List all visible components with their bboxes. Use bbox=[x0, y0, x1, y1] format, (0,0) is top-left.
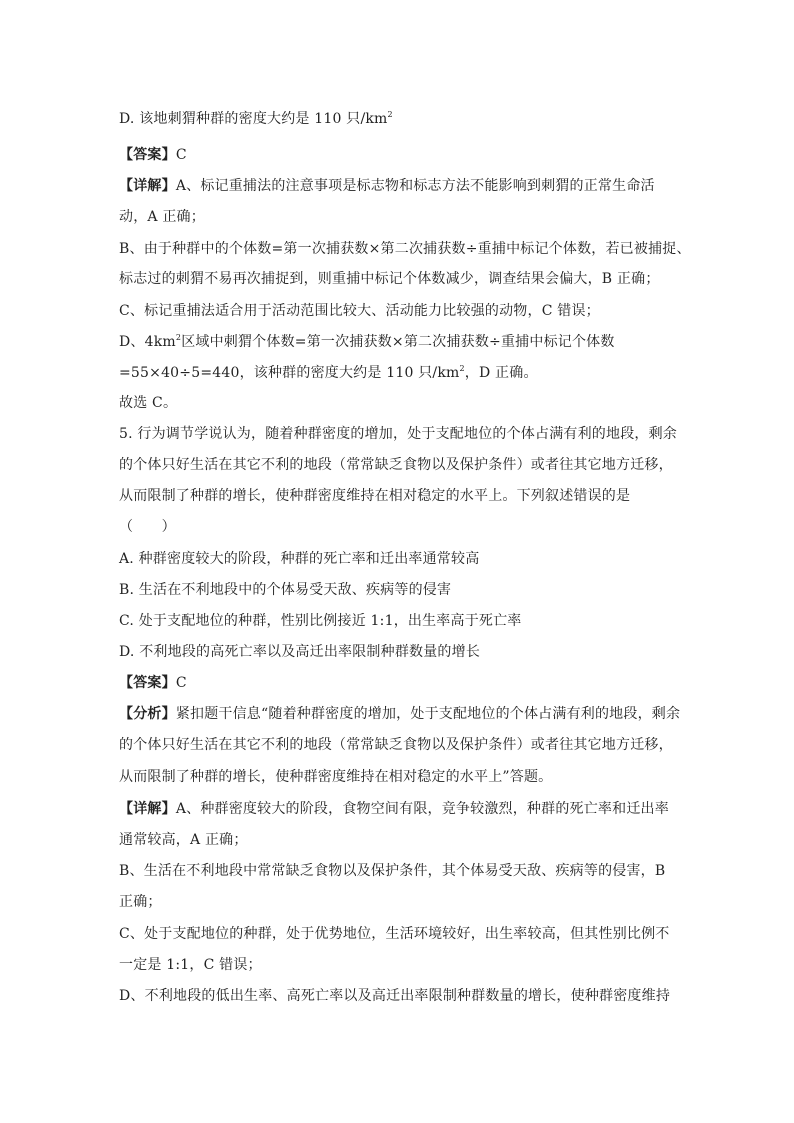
q5-analysis-line2: 的个体只好生活在其它不利的地段（常常缺乏食物以及保护条件）或者往其它地方迁移， bbox=[119, 737, 673, 753]
q5-answer-value: C bbox=[175, 675, 187, 691]
q4-detail-d-text: 区域中刺猬个体数=第一次捕获数×第二次捕获数÷重捕中标记个体数 bbox=[181, 334, 615, 350]
q4-detail-d2-suffix: ，D 正确。 bbox=[464, 365, 538, 381]
q5-detail-a-text: A、种群密度较大的阶段，食物空间有限，竞争较激烈，种群的死亡率和迁出率 bbox=[175, 801, 669, 817]
q5-detail-tag: 【详解】 bbox=[119, 801, 176, 817]
q4-option-d bbox=[119, 110, 393, 128]
q4-detail-d-line2 bbox=[119, 364, 538, 382]
q5-stem-line1: 5. 行为调节学说认为，随着种群密度的增加，处于支配地位的个体占满有利的地段，剩余 bbox=[119, 426, 678, 442]
q4-choose: 故选 C。 bbox=[119, 395, 178, 411]
q4-detail-tag: 【详解】 bbox=[119, 178, 176, 194]
q4-option-d-text: D. 该地刺猬种群的密度大约是 110 只/km bbox=[119, 111, 388, 127]
q5-detail-c-line1: C、处于支配地位的种群，处于优势地位，生活环境较好，出生率较高，但其性别比例不 bbox=[119, 926, 670, 942]
q4-detail-d2-text: =55×40÷5=440，该种群的密度大约是 110 只/km bbox=[119, 365, 460, 381]
q5-option-c: C. 处于支配地位的种群，性别比例接近 1:1，出生率高于死亡率 bbox=[119, 613, 522, 629]
q4-detail-b-line1: B、由于种群中的个体数=第一次捕获数×第二次捕获数÷重捕中标记个体数，若已被捕捉、 bbox=[119, 241, 691, 257]
q4-detail-a-line1 bbox=[119, 177, 655, 195]
q4-detail-a-text: A、标记重捕法的注意事项是标志物和标志方法不能影响到刺猬的正常生命活 bbox=[175, 178, 655, 194]
q4-detail-b-line2: 标志过的刺猬不易再次捕捉到，则重捕中标记个体数减少，调查结果会偏大，B 正确； bbox=[119, 271, 660, 287]
q4-detail-d-sup: 2 bbox=[175, 333, 182, 342]
q5-detail-d-line1: D、不利地段的低出生率、高死亡率以及高迁出率限制种群数量的增长，使种群密度维持 bbox=[119, 988, 671, 1004]
q4-detail-d-prefix: D、4km bbox=[119, 334, 176, 350]
q5-detail-b-line2: 正确； bbox=[119, 894, 162, 910]
q4-option-d-superscript: 2 bbox=[387, 110, 393, 119]
q4-detail-c: C、标记重捕法适合用于活动范围比较大、活动能力比较强的动物，C 错误； bbox=[119, 303, 600, 319]
q4-detail-a-line2: 动，A 正确； bbox=[119, 209, 205, 225]
q4-detail-d2-sup: 2 bbox=[459, 364, 465, 373]
q5-stem-paren: （ ） bbox=[119, 519, 176, 535]
q5-option-d: D. 不利地段的高死亡率以及高迁出率限制种群数量的增长 bbox=[119, 644, 481, 660]
q5-option-a: A. 种群密度较大的阶段，种群的死亡率和迁出率通常较高 bbox=[119, 551, 480, 567]
q4-answer-tag: 【答案】 bbox=[119, 147, 176, 163]
q5-analysis-text: 紧扣题干信息“随着种群密度的增加，处于支配地位的个体占满有利的地段，剩余 bbox=[175, 706, 681, 722]
q5-analysis-line3: 从而限制了种群的增长，使种群密度维持在相对稳定的水平上”答题。 bbox=[119, 769, 553, 785]
q5-detail-a-line1 bbox=[119, 800, 669, 818]
q5-answer bbox=[119, 674, 187, 692]
q5-analysis-tag: 【分析】 bbox=[119, 706, 176, 722]
q5-stem-line2: 的个体只好生活在其它不利的地段（常常缺乏食物以及保护条件）或者往其它地方迁移， bbox=[119, 457, 673, 473]
q4-detail-d-line1 bbox=[119, 333, 615, 351]
q5-detail-c-line2: 一定是 1:1，C 错误； bbox=[119, 957, 262, 973]
q5-detail-b-line1: B、生活在不利地段中常常缺乏食物以及保护条件，其个体易受天敌、疾病等的侵害，B bbox=[119, 863, 666, 879]
q5-answer-tag: 【答案】 bbox=[119, 675, 176, 691]
q5-stem-line3: 从而限制了种群的增长，使种群密度维持在相对稳定的水平上。下列叙述错误的是 bbox=[119, 488, 631, 504]
q4-answer bbox=[119, 146, 187, 164]
q5-option-b: B. 生活在不利地段中的个体易受天敌、疾病等的侵害 bbox=[119, 582, 452, 598]
q5-detail-a-line2: 通常较高，A 正确； bbox=[119, 832, 248, 848]
q5-analysis-line1 bbox=[119, 705, 680, 723]
q4-answer-value: C bbox=[175, 147, 187, 163]
